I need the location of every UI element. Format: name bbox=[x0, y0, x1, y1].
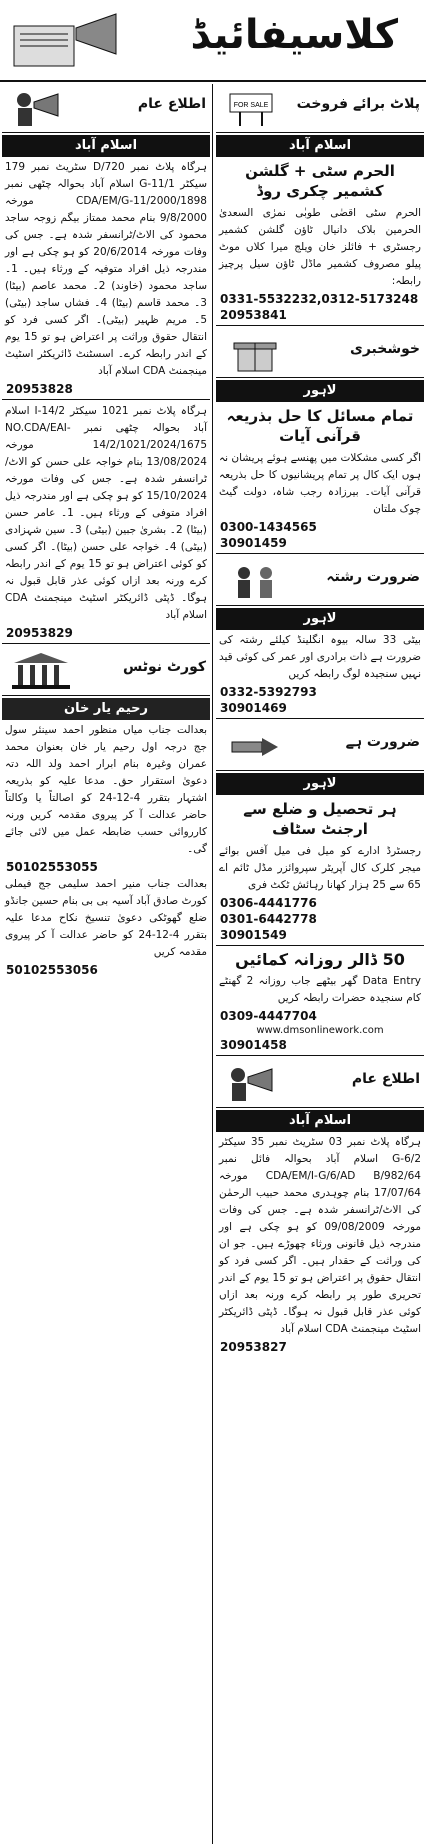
ad-body: الحرم سٹی اقصٰی طوبٰی نمرٰی السعدیٰ الحرمین بلاک دانیال ٹاؤن گلشن کشمیر رجسٹری + فائلز خان ویلج میرا کلاں موٹ پیلو مصروف کشمیر ماڈل ٹاؤن سیل پرچیز رابطہ: bbox=[219, 207, 421, 287]
ad-headline: ہر تحصیل و ضلع سے ارجنٹ سٹاف bbox=[243, 800, 397, 838]
megaphone-man-icon bbox=[6, 88, 76, 128]
left-column bbox=[2, 84, 210, 979]
ad-ref-number: 30901549 bbox=[220, 928, 287, 942]
ad-body: بیٹی 33 سالہ بیوہ انگلینڈ کیلئے رشتہ کی ضرورت ہے ذات برادری اور عمر کی کوئی قید نہیں سنجیدہ لوگ رابطہ کریں bbox=[219, 634, 421, 680]
section-title: اطلاع عام bbox=[137, 96, 206, 112]
website-url: www.dmsonlinework.com bbox=[256, 1025, 384, 1036]
ad-body: Data Entry گھر بیٹھے جاب روزانہ 2 گھنٹے کام سنجیدہ حضرات رابطہ کریں bbox=[219, 975, 421, 1004]
column-divider bbox=[212, 84, 213, 1844]
ad-ref-number: 20953828 bbox=[6, 382, 73, 396]
public-notice-header bbox=[2, 84, 210, 133]
ad-ref-number: 50102553055 bbox=[6, 860, 98, 874]
ad-body: بعدالت جناب میاں منظور احمد سینئر سول جج درجہ اول رحیم یار خان بعنوان محمد عمران وغیرہ بنام ابرار احمد ولد اللہ دتہ دعویٰ استقرار حق۔ مدعا علیہ کو بذریعہ اشتہار بتقرر 4-12-24 کو اصالتاً یا وکالتاً حاضر عدالت آ کر پیروی مقدمہ کریں ورنہ کارروائی حسب ضابطہ عمل میں لائی جائے گی۔ bbox=[5, 724, 207, 855]
ad-body: بعدالت جناب منیر احمد سلیمی جج فیملی کورٹ صادق آباد آسیہ بی بی بنام حسین جانڈو ضلع گھوٹکی دعویٰ تنسیخ نکاح مدعا علیہ بتقرر 4-12-24 کو حاضر عدالت آ کر پیروی مقدمہ کریں bbox=[5, 878, 208, 958]
city-bar: لاہور bbox=[216, 773, 424, 795]
section-title: اطلاع عام bbox=[351, 1071, 420, 1087]
city-bar: رحیم یار خان bbox=[2, 698, 210, 720]
ad-ref-number: 30901458 bbox=[220, 1038, 287, 1052]
phone-number: 0301-6442778 bbox=[220, 912, 317, 926]
divider bbox=[216, 325, 424, 326]
right-column bbox=[216, 84, 424, 1356]
divider bbox=[216, 718, 424, 719]
section-title: پلاٹ برائے فروخت bbox=[296, 96, 420, 112]
ad-headline: تمام مسائل کا حل بذریعہ قرآنی آیات bbox=[226, 407, 414, 445]
earn-dollars-headline: 50 ڈالر روزانہ کمائیں bbox=[235, 950, 405, 969]
court-building-icon bbox=[6, 651, 76, 691]
city-bar: لاہور bbox=[216, 608, 424, 630]
city-bar: اسلام آباد bbox=[2, 135, 210, 157]
couple-icon bbox=[220, 561, 290, 601]
ad-body: ہرگاہ پلاٹ نمبر 720/D سٹریٹ نمبر 179 سیکٹر G-11/1 اسلام آباد بحوالہ چٹھی نمبر CDA/EM/G-11/2000/1898 مورخہ 9/8/2000 بنام محمد ممتاز بیگم زوجہ ساجد محمود کی الاٹ/ٹرانسفر شدہ ہے۔ جس کی وفات مورخہ 20/6/2014 کو ہو چکی ہے اور مندرجہ ذیل افراد متوفیہ کے ورثاء ہیں۔ 1۔ ساجد محمود (خاوند) 2۔ محمد عاصم (بیٹا) 3۔ محمد قاسم (بیٹا) 4۔ فشاں ساجد (بیٹی) 5۔ مریم ظہیر (بیٹی)۔ اگر کسی فرد کو انتقال حقوق وراثت پر اعتراض ہو تو 15 یوم کے اندر رابطہ کرے۔ اسسٹنٹ ڈائریکٹر اسٹیٹ مینجمنٹ CDA اسلام آباد bbox=[5, 161, 207, 377]
masthead bbox=[0, 0, 426, 82]
phone-number: 0332-5392793 bbox=[220, 685, 317, 699]
divider bbox=[216, 1055, 424, 1056]
for-sale-text: FOR SALE bbox=[233, 102, 269, 109]
public-notice-header bbox=[216, 1059, 424, 1108]
city-bar: اسلام آباد bbox=[216, 1110, 424, 1132]
divider bbox=[2, 643, 210, 644]
for-sale-sign-icon bbox=[220, 88, 290, 128]
phone-number: 0300-1434565 bbox=[220, 520, 317, 534]
divider bbox=[216, 553, 424, 554]
page-title: کلاسیفائیڈ bbox=[190, 12, 398, 58]
ad-body: ہرگاہ پلاٹ نمبر 1021 سیکٹر 14/2-I اسلام آباد بحوالہ چٹھی نمبر NO.CDA/EAI-14/2/1021/2024/1675 مورخہ 13/08/2024 بنام خواجہ علی حسن کو الاٹ/ٹرانسفر شدہ ہے۔ جس کی وفات مورخہ 15/10/2024 کو ہو چکی ہے اور مندرجہ ذیل افراد متوفی کے ورثاء ہیں۔ 1۔ عامر حسن (بیٹا) 2۔ بشریٰ جبین (بیٹی) 3۔ سین شہزادی (بیٹی) 4۔ خواجہ علی حسن (بیٹا)۔ اگر کسی کو کوئی اعتراض ہو تو 15 یوم کے اندر رابطہ کرے ورنہ بعد ازاں کوئی عذر قابل قبول نہ ہوگا۔ ڈپٹی ڈائریکٹر اسٹیٹ مینجمنٹ CDA اسلام آباد bbox=[5, 405, 208, 621]
divider bbox=[216, 945, 424, 946]
pointing-hand-icon bbox=[220, 726, 290, 766]
ad-ref-number: 30901459 bbox=[220, 536, 287, 550]
divider bbox=[2, 399, 210, 400]
phone-number: 0309-4447704 bbox=[220, 1009, 317, 1023]
good-news-header bbox=[216, 329, 424, 378]
ad-ref-number: 20953841 bbox=[220, 308, 287, 322]
ad-body: رجسٹرڈ ادارے کو میل فی میل آفس بوائے میجر کلرک کال آپریٹر سپروائزر مڈل ٹائم اے 65 سے 25 ہزار کھانا رہائش ٹکٹ فری bbox=[219, 845, 421, 891]
wanted-header bbox=[216, 722, 424, 771]
plot-sale-header bbox=[216, 84, 424, 133]
section-title: ضرورت ہے bbox=[345, 734, 420, 750]
ad-body: ہرگاہ پلاٹ نمبر 03 سٹریٹ نمبر 35 سیکٹر G-6/2 اسلام آباد بحوالہ فائل نمبر CDA/EM/I-G/6/AD B/982/64 مورخہ 17/07/64 بنام چوہدری محمد حبیب الرحمٰن کی الاٹ/ٹرانسفر شدہ ہے۔ جس کی وفات مورخہ 09/08/2009 کو ہو چکی ہے اور مندرجہ ذیل قانونی ورثاء چھوڑے ہیں۔ جو ان کی وراثت کے حقدار ہیں۔ اگر کسی فرد کو انتقال حقوق پر اعتراض ہو تو 15 یوم کے اندر تحریری طور پر رابطہ کرے ورنہ بعد ازاں کوئی عذر قابل قبول نہ ہوگا۔ ڈپٹی ڈائریکٹر اسٹیٹ مینجمنٹ CDA اسلام آباد bbox=[219, 1136, 422, 1335]
megaphone-man-icon bbox=[220, 1063, 290, 1103]
ad-headline: الحرم سٹی + گلشن کشمیر چکری روڈ bbox=[245, 162, 395, 200]
phone-number: 0331-5532232,0312-5173248 bbox=[220, 292, 419, 306]
section-title: ضرورت رشتہ bbox=[326, 569, 420, 585]
ad-ref-number: 50102553056 bbox=[6, 963, 98, 977]
gift-box-icon bbox=[220, 333, 290, 373]
section-title: کورٹ نوٹس bbox=[122, 659, 206, 675]
ad-ref-number: 30901469 bbox=[220, 701, 287, 715]
court-notice-header bbox=[2, 647, 210, 696]
ad-ref-number: 20953827 bbox=[220, 1340, 287, 1354]
phone-number: 0306-4441776 bbox=[220, 896, 317, 910]
section-title: خوشخبری bbox=[350, 341, 420, 357]
newspaper-megaphone-art bbox=[6, 8, 126, 72]
ad-ref-number: 20953829 bbox=[6, 626, 73, 640]
marriage-header bbox=[216, 557, 424, 606]
ad-body: اگر کسی مشکلات میں پھنسے ہوئے پریشان نہ ہوں ایک کال پر تمام پریشانیوں کا حل بذریعہ قرآنی آیات۔ بیرزادہ رجب شاہ، دولت گیٹ چوک ملتان bbox=[218, 452, 421, 515]
city-bar: اسلام آباد bbox=[216, 135, 424, 157]
city-bar: لاہور bbox=[216, 380, 424, 402]
